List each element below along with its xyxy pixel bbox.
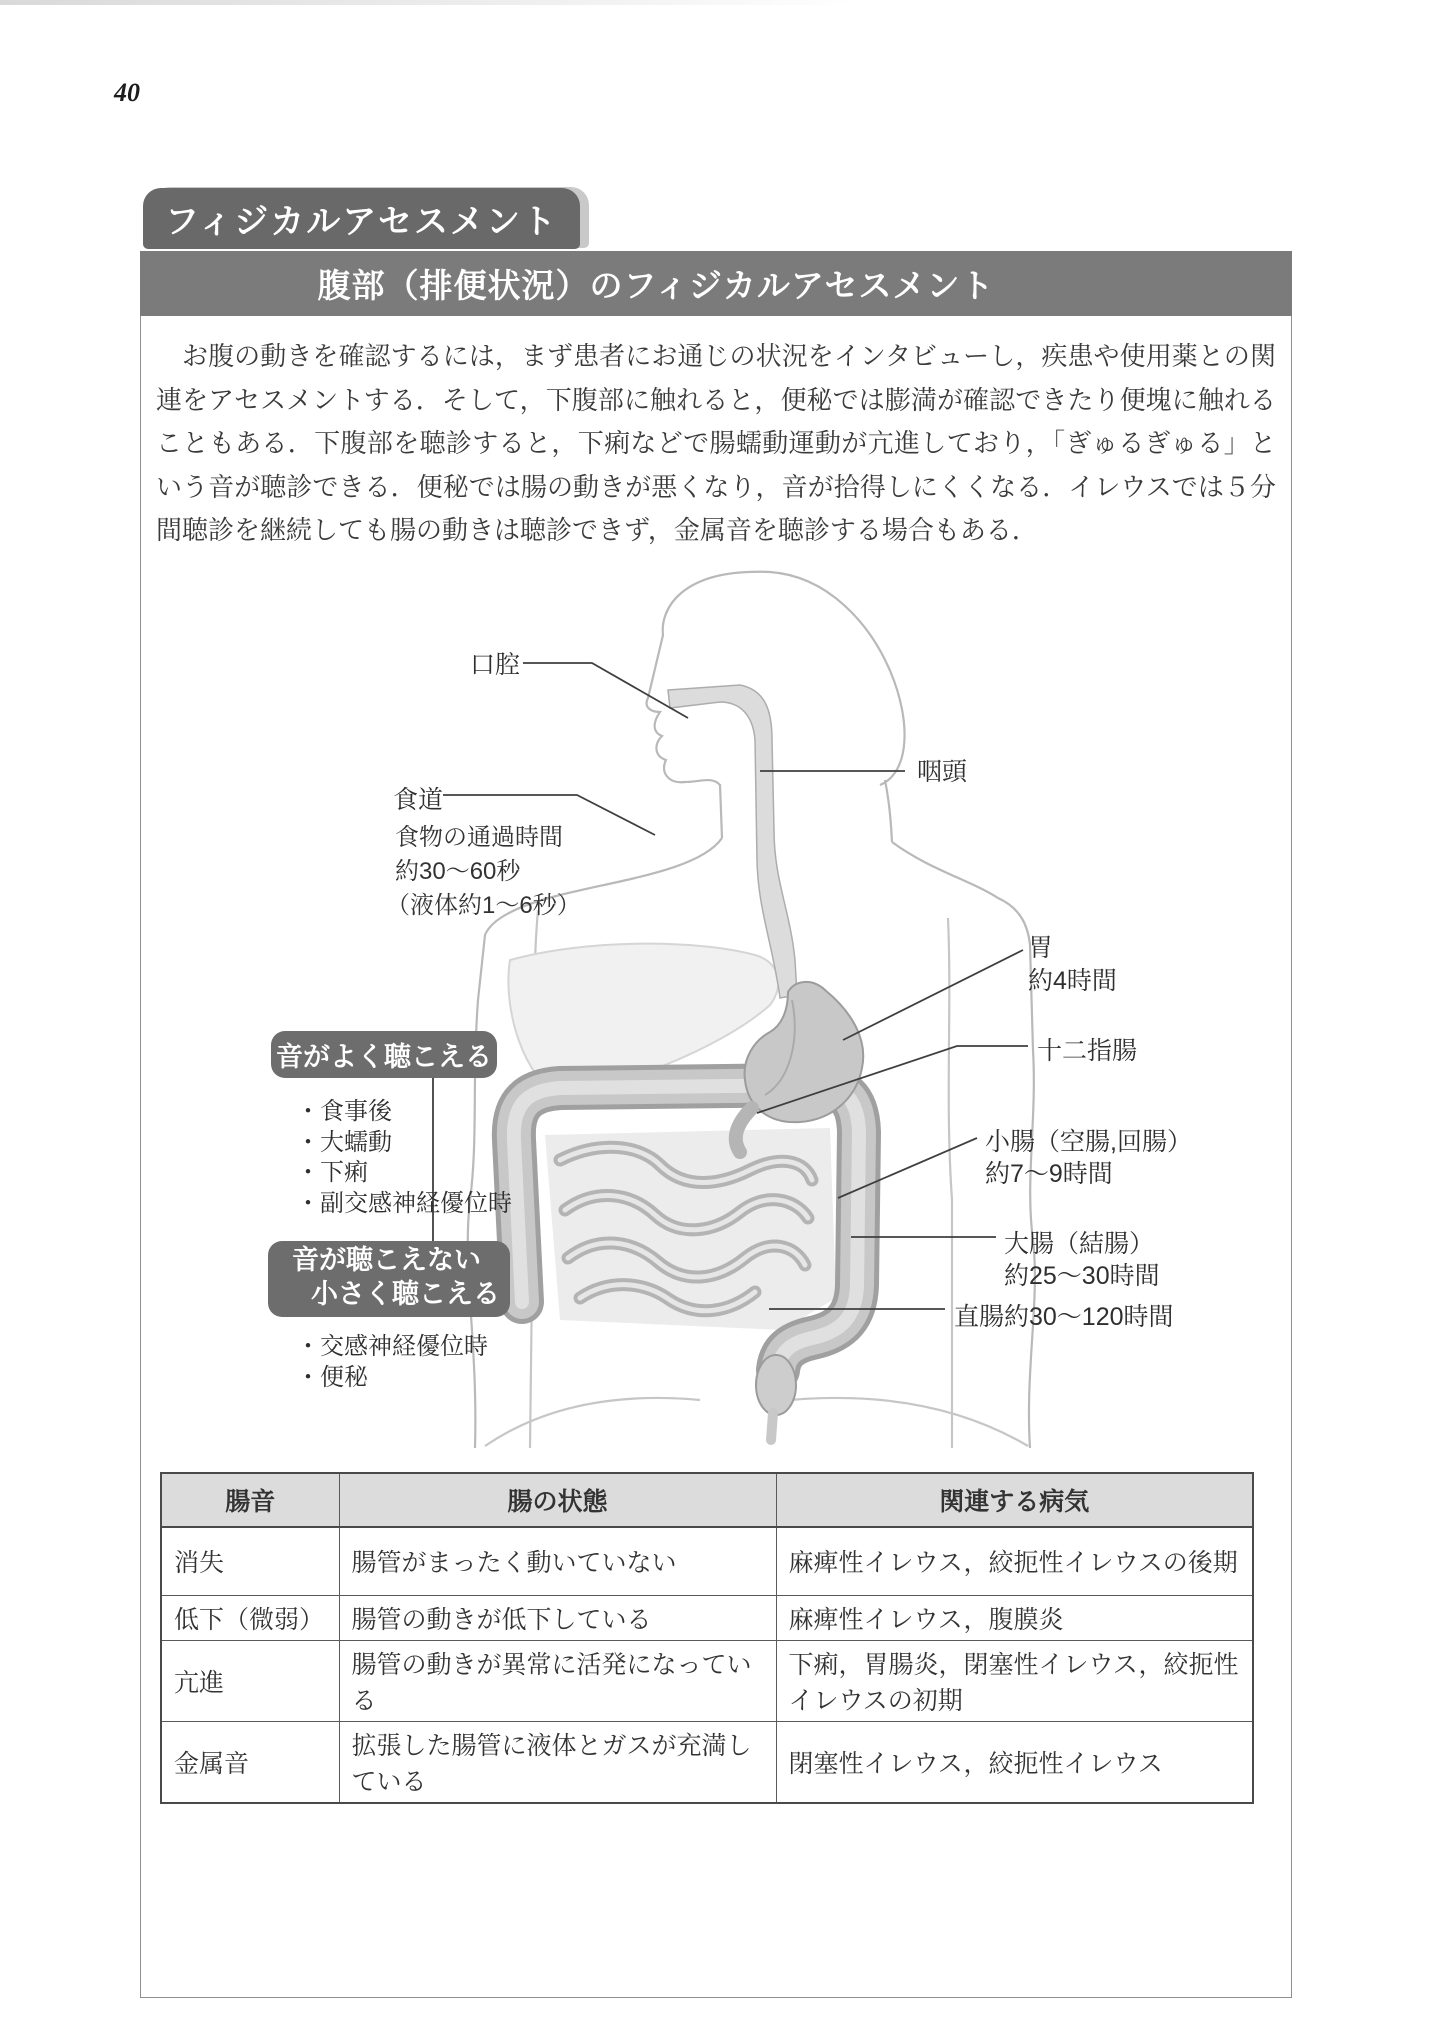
rectum-shape — [756, 1355, 796, 1440]
cell-disease: 麻痺性イレウス，腹膜炎 — [776, 1595, 1253, 1640]
cell-sound: 消失 — [161, 1527, 339, 1595]
cell-state: 腸管がまったく動いていない — [339, 1527, 776, 1595]
col-header-related-disease: 関連する病気 — [776, 1473, 1253, 1527]
table-row — [161, 1640, 1253, 1721]
label-rectum: 直腸約30〜120時間 — [954, 1303, 1174, 1331]
cell-state: 腸管の動きが異常に活発になっている — [339, 1640, 776, 1721]
label-small-intestine-time: 約7〜9時間 — [985, 1160, 1113, 1188]
callout-sounds-not-heard — [268, 1241, 510, 1317]
section-tab — [143, 188, 580, 249]
cell-sound: 金属音 — [161, 1721, 339, 1803]
cell-state: 拡張した腸管に液体とガスが充満している — [339, 1721, 776, 1803]
label-esophagus-note1: 食物の通過時間 — [395, 824, 563, 851]
section-title-bar — [140, 251, 1292, 316]
label-stomach: 胃 — [1028, 934, 1054, 962]
table-header-row — [161, 1473, 1253, 1527]
list-item: ・下痢 — [296, 1159, 368, 1186]
table-row — [161, 1527, 1253, 1595]
col-header-bowel-sound: 腸音 — [161, 1473, 339, 1527]
cell-sound: 低下（微弱） — [161, 1595, 339, 1640]
sounds-not-heard-list — [296, 1332, 488, 1393]
page-number: 40 — [114, 78, 140, 107]
list-item: ・副交感神経優位時 — [296, 1189, 512, 1217]
list-item: ・大蠕動 — [296, 1128, 392, 1156]
label-duodenum: 十二指腸 — [1037, 1037, 1138, 1065]
col-header-bowel-state: 腸の状態 — [339, 1473, 776, 1527]
scan-artifact — [0, 0, 859, 5]
label-pharynx: 咽頭 — [917, 758, 968, 786]
callout-sounds-not-heard-line2: 小さく聴こえる — [311, 1279, 500, 1309]
list-item: ・食事後 — [296, 1098, 392, 1125]
label-large-intestine-time: 約25〜30時間 — [1004, 1262, 1160, 1290]
table-row — [161, 1721, 1253, 1803]
cell-disease: 閉塞性イレウス，絞扼性イレウス — [776, 1721, 1253, 1803]
cell-state: 腸管の動きが低下している — [339, 1595, 776, 1640]
bowel-sounds-table — [160, 1472, 1254, 1804]
cell-disease: 下痢，胃腸炎，閉塞性イレウス，絞扼性イレウスの初期 — [776, 1640, 1253, 1721]
label-mouth: 口腔 — [470, 651, 521, 679]
label-esophagus-note3: （液体約1〜6秒） — [386, 892, 581, 919]
cell-sound: 亢進 — [161, 1640, 339, 1721]
callout-sounds-not-heard-line1: 音が聴こえない — [292, 1245, 481, 1275]
label-small-intestine: 小腸（空腸,回腸） — [985, 1128, 1192, 1156]
label-stomach-time: 約4時間 — [1028, 967, 1117, 995]
label-esophagus-note2: 約30〜60秒 — [395, 858, 521, 885]
callout-sounds-well-heard-title: 音がよく聴こえる — [276, 1042, 492, 1072]
sounds-well-heard-list — [296, 1097, 512, 1219]
list-item: ・交感神経優位時 — [296, 1333, 488, 1360]
label-large-intestine: 大腸（結腸） — [1004, 1230, 1155, 1258]
callout-sounds-well-heard — [271, 1031, 497, 1078]
table-row — [161, 1595, 1253, 1640]
section-title: 腹部（排便状況）のフィジカルアセスメント — [317, 267, 995, 304]
section-tab-label: フィジカルアセスメント — [165, 203, 558, 241]
label-esophagus: 食道 — [393, 786, 444, 814]
cell-disease: 麻痺性イレウス，絞扼性イレウスの後期 — [776, 1527, 1253, 1595]
list-item: ・便秘 — [296, 1363, 368, 1391]
intro-paragraph: お腹の動きを確認するには，まず患者にお通じの状況をインタビューし，疾患や使用薬との関連をアセスメントする．そして，下腹部に触れると，便秘では膨満が確認できたり便塊に触れることもある．下腹部を聴診すると，下痢などで腸蠕動運動が亢進しており，「ぎゅるぎゅる」という音が聴診できる．便秘では腸の動きが悪くなり，音が拾得しにくくなる．イレウスでは５分間聴診を継続しても腸の動きは聴診できず，金属音を聴診する場合もある． — [156, 341, 1276, 545]
